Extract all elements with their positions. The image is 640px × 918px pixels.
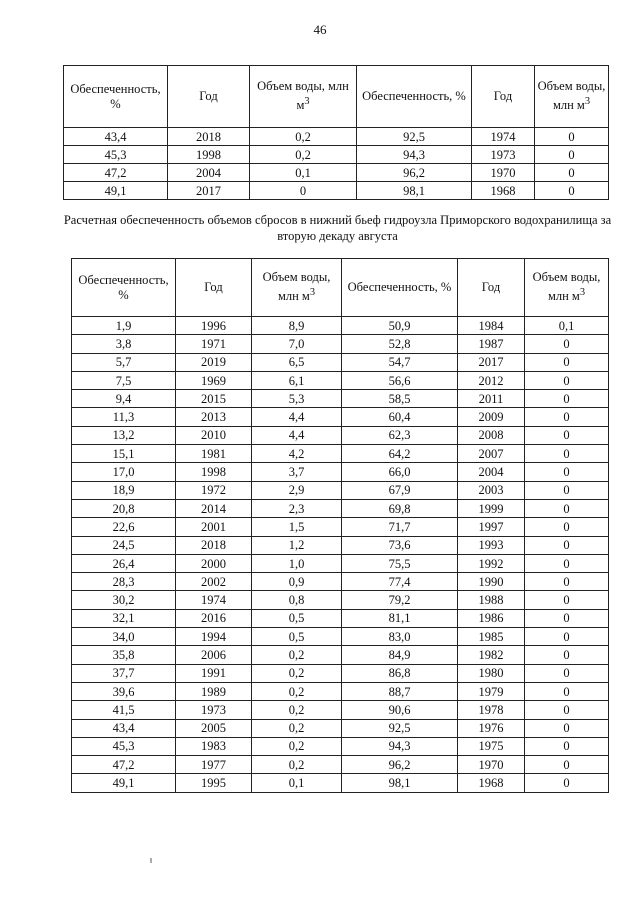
table-cell: 0 <box>525 737 609 755</box>
table-cell: 7,5 <box>72 371 176 389</box>
table-cell: 92,5 <box>342 719 458 737</box>
table-cell: 2016 <box>176 609 252 627</box>
table-cell: 1984 <box>458 317 525 335</box>
table-cell: 98,1 <box>342 774 458 792</box>
table-cell: 0,1 <box>252 774 342 792</box>
table-cell: 0 <box>525 573 609 591</box>
table-cell: 5,3 <box>252 390 342 408</box>
table-cell: 1999 <box>458 499 525 517</box>
col-header-probability: Обеспеченность, % <box>342 259 458 317</box>
table-cell: 54,7 <box>342 353 458 371</box>
table-cell: 24,5 <box>72 536 176 554</box>
table-row <box>72 463 609 481</box>
table-cell: 2013 <box>176 408 252 426</box>
table-cell: 7,0 <box>252 335 342 353</box>
table-cell: 0 <box>525 408 609 426</box>
table-cell: 0 <box>525 518 609 536</box>
table-cell: 43,4 <box>72 719 176 737</box>
table-cell: 1980 <box>458 664 525 682</box>
table-cell: 2009 <box>458 408 525 426</box>
table-cell: 2002 <box>176 573 252 591</box>
table-row <box>64 146 609 164</box>
table-cell: 81,1 <box>342 609 458 627</box>
table-cell: 60,4 <box>342 408 458 426</box>
table-cell: 2012 <box>458 371 525 389</box>
table-cell: 39,6 <box>72 682 176 700</box>
table-cell: 37,7 <box>72 664 176 682</box>
table-cell: 0 <box>525 719 609 737</box>
table-cell: 2,9 <box>252 481 342 499</box>
table-cell: 1998 <box>168 146 250 164</box>
table-cell: 71,7 <box>342 518 458 536</box>
table-cell: 2017 <box>168 182 250 200</box>
table-cell: 2000 <box>176 554 252 572</box>
table-row <box>72 353 609 371</box>
table-row <box>72 390 609 408</box>
table-cell: 1996 <box>176 317 252 335</box>
table-cell: 58,5 <box>342 390 458 408</box>
table-row <box>72 628 609 646</box>
table-row <box>72 701 609 719</box>
table-cell: 66,0 <box>342 463 458 481</box>
table-cell: 1972 <box>176 481 252 499</box>
table-row <box>64 182 609 200</box>
table-cell: 0 <box>535 128 609 146</box>
table-cell: 1992 <box>458 554 525 572</box>
table-cell: 2018 <box>176 536 252 554</box>
table-cell: 73,6 <box>342 536 458 554</box>
table-cell: 0,1 <box>525 317 609 335</box>
page-number: 46 <box>313 22 327 37</box>
table-cell: 1983 <box>176 737 252 755</box>
table-cell: 2,3 <box>252 499 342 517</box>
table-cell: 0 <box>525 591 609 609</box>
table-cell: 6,5 <box>252 353 342 371</box>
table-cell: 1968 <box>472 182 535 200</box>
table-row <box>72 317 609 335</box>
table-cell: 0 <box>525 499 609 517</box>
table-cell: 5,7 <box>72 353 176 371</box>
discharge-table-continued <box>63 65 609 200</box>
table-cell: 2019 <box>176 353 252 371</box>
table-cell: 45,3 <box>72 737 176 755</box>
table-cell: 1995 <box>176 774 252 792</box>
table-row <box>72 408 609 426</box>
table-row <box>72 536 609 554</box>
table-row <box>72 481 609 499</box>
table-cell: 2018 <box>168 128 250 146</box>
table-cell: 1990 <box>458 573 525 591</box>
col-header-volume: Объем воды, млн $м^3$ <box>535 66 609 128</box>
table-cell: 2010 <box>176 426 252 444</box>
table-cell: 1998 <box>176 463 252 481</box>
table-cell: 15,1 <box>72 445 176 463</box>
table-cell: 0 <box>525 390 609 408</box>
table-cell: 0,8 <box>252 591 342 609</box>
table-cell: 0 <box>535 164 609 182</box>
col-header-year: Год <box>472 66 535 128</box>
table-cell: 92,5 <box>357 128 472 146</box>
table-cell: 22,6 <box>72 518 176 536</box>
table-row <box>64 128 609 146</box>
table-cell: 1978 <box>458 701 525 719</box>
table-cell: 1969 <box>176 371 252 389</box>
table-header-row <box>64 66 609 128</box>
table-cell: 79,2 <box>342 591 458 609</box>
col-header-year: Год <box>458 259 525 317</box>
table-row <box>72 426 609 444</box>
table-cell: 1985 <box>458 628 525 646</box>
table-cell: 2004 <box>168 164 250 182</box>
table-cell: 2005 <box>176 719 252 737</box>
table-cell: 6,1 <box>252 371 342 389</box>
table-cell: 0,2 <box>252 701 342 719</box>
table-cell: 0,5 <box>252 628 342 646</box>
col-header-year: Год <box>168 66 250 128</box>
table-cell: 0,2 <box>252 719 342 737</box>
table-cell: 1968 <box>458 774 525 792</box>
table-row <box>64 164 609 182</box>
table-header-row <box>72 259 609 317</box>
table-cell: 52,8 <box>342 335 458 353</box>
table-cell: 32,1 <box>72 609 176 627</box>
table-cell: 1977 <box>176 756 252 774</box>
table-row <box>72 646 609 664</box>
table-cell: 2017 <box>458 353 525 371</box>
table-cell: 98,1 <box>357 182 472 200</box>
scan-mark <box>150 858 152 863</box>
table-cell: 1988 <box>458 591 525 609</box>
table-cell: 0,2 <box>252 646 342 664</box>
table-cell: 0 <box>525 756 609 774</box>
table-cell: 1,0 <box>252 554 342 572</box>
table-cell: 30,2 <box>72 591 176 609</box>
table-cell: 1974 <box>472 128 535 146</box>
table-cell: 4,4 <box>252 426 342 444</box>
table-cell: 0,2 <box>252 756 342 774</box>
table-cell: 0 <box>535 182 609 200</box>
table-cell: 86,8 <box>342 664 458 682</box>
col-header-probability: Обеспеченность, % <box>72 259 176 317</box>
table-cell: 0,2 <box>252 737 342 755</box>
table-cell: 2011 <box>458 390 525 408</box>
table-cell: 0,1 <box>250 164 357 182</box>
table-cell: 0,9 <box>252 573 342 591</box>
table-row <box>72 756 609 774</box>
table-row <box>72 609 609 627</box>
col-header-volume: Объем воды, млн $м^3$ <box>250 66 357 128</box>
table-cell: 0 <box>525 335 609 353</box>
table-cell: 49,1 <box>64 182 168 200</box>
table-cell: 83,0 <box>342 628 458 646</box>
table-cell: 1971 <box>176 335 252 353</box>
table-cell: 0 <box>250 182 357 200</box>
table-cell: 62,3 <box>342 426 458 444</box>
table-cell: 49,1 <box>72 774 176 792</box>
table-cell: 0 <box>525 774 609 792</box>
table-cell: 20,8 <box>72 499 176 517</box>
table-cell: 43,4 <box>64 128 168 146</box>
table-cell: 1991 <box>176 664 252 682</box>
table-cell: 26,4 <box>72 554 176 572</box>
table-cell: 1976 <box>458 719 525 737</box>
table-cell: 0 <box>525 445 609 463</box>
table-cell: 0,5 <box>252 609 342 627</box>
table-cell: 2006 <box>176 646 252 664</box>
table-cell: 1974 <box>176 591 252 609</box>
table-cell: 2003 <box>458 481 525 499</box>
table-cell: 0,2 <box>252 682 342 700</box>
table-cell: 2007 <box>458 445 525 463</box>
table-cell: 47,2 <box>64 164 168 182</box>
table-cell: 50,9 <box>342 317 458 335</box>
table-row <box>72 719 609 737</box>
col-header-probability: Обеспеченность, % <box>357 66 472 128</box>
table-cell: 8,9 <box>252 317 342 335</box>
table-cell: 64,2 <box>342 445 458 463</box>
table-cell: 35,8 <box>72 646 176 664</box>
table-cell: 0 <box>525 481 609 499</box>
table-cell: 0 <box>525 664 609 682</box>
table-cell: 13,2 <box>72 426 176 444</box>
table-cell: 94,3 <box>357 146 472 164</box>
table-cell: 2015 <box>176 390 252 408</box>
table-cell: 0,2 <box>250 128 357 146</box>
table-cell: 47,2 <box>72 756 176 774</box>
table-cell: 1,9 <box>72 317 176 335</box>
discharge-table-august-second-decade <box>71 258 609 793</box>
table-cell: 3,8 <box>72 335 176 353</box>
table-row <box>72 664 609 682</box>
col-header-probability: Обеспеченность, % <box>64 66 168 128</box>
table-cell: 96,2 <box>357 164 472 182</box>
table-cell: 0 <box>535 146 609 164</box>
table-cell: 4,4 <box>252 408 342 426</box>
table-cell: 56,6 <box>342 371 458 389</box>
table-cell: 88,7 <box>342 682 458 700</box>
table-cell: 0 <box>525 628 609 646</box>
table-cell: 0 <box>525 646 609 664</box>
table-cell: 90,6 <box>342 701 458 719</box>
table-cell: 9,4 <box>72 390 176 408</box>
table-cell: 1989 <box>176 682 252 700</box>
table-row <box>72 371 609 389</box>
table-cell: 0 <box>525 371 609 389</box>
table-cell: 0 <box>525 609 609 627</box>
table-row <box>72 682 609 700</box>
table-cell: 67,9 <box>342 481 458 499</box>
table-cell: 1973 <box>176 701 252 719</box>
table-cell: 94,3 <box>342 737 458 755</box>
table-cell: 75,5 <box>342 554 458 572</box>
table-cell: 2008 <box>458 426 525 444</box>
table-cell: 1994 <box>176 628 252 646</box>
table-cell: 41,5 <box>72 701 176 719</box>
table-cell: 0 <box>525 426 609 444</box>
table-cell: 84,9 <box>342 646 458 664</box>
table-cell: 1973 <box>472 146 535 164</box>
table-cell: 69,8 <box>342 499 458 517</box>
table-cell: 0 <box>525 463 609 481</box>
table-cell: 17,0 <box>72 463 176 481</box>
table-cell: 1997 <box>458 518 525 536</box>
table-row <box>72 774 609 792</box>
table-cell: 1970 <box>458 756 525 774</box>
table-cell: 0 <box>525 536 609 554</box>
table-row <box>72 737 609 755</box>
table-cell: 1979 <box>458 682 525 700</box>
table-cell: 45,3 <box>64 146 168 164</box>
table-row <box>72 445 609 463</box>
col-header-volume: Объем воды, млн $м^3$ <box>252 259 342 317</box>
table-cell: 0,2 <box>252 664 342 682</box>
table-cell: 96,2 <box>342 756 458 774</box>
table-cell: 2001 <box>176 518 252 536</box>
table-row <box>72 591 609 609</box>
table-row <box>72 335 609 353</box>
table-row <box>72 573 609 591</box>
table-row <box>72 499 609 517</box>
table-cell: 1993 <box>458 536 525 554</box>
table-cell: 1975 <box>458 737 525 755</box>
table-cell: 34,0 <box>72 628 176 646</box>
table-cell: 1,5 <box>252 518 342 536</box>
table-cell: 0 <box>525 353 609 371</box>
table-row <box>72 518 609 536</box>
table-cell: 1,2 <box>252 536 342 554</box>
col-header-volume: Объем воды, млн $м^3$ <box>525 259 609 317</box>
table-row <box>72 554 609 572</box>
table-cell: 0 <box>525 701 609 719</box>
table-cell: 77,4 <box>342 573 458 591</box>
table-cell: 0,2 <box>250 146 357 164</box>
col-header-year: Год <box>176 259 252 317</box>
table-cell: 11,3 <box>72 408 176 426</box>
table-cell: 1970 <box>472 164 535 182</box>
table-cell: 0 <box>525 554 609 572</box>
table-cell: 1987 <box>458 335 525 353</box>
table-cell: 2014 <box>176 499 252 517</box>
table-cell: 4,2 <box>252 445 342 463</box>
table-caption: Расчетная обеспеченность объемов сбросов в нижний бьеф гидроузла Приморского водохранилища за вторую декаду августа <box>63 213 612 243</box>
table-cell: 28,3 <box>72 573 176 591</box>
table-cell: 3,7 <box>252 463 342 481</box>
table-cell: 1986 <box>458 609 525 627</box>
table-cell: 0 <box>525 682 609 700</box>
table-cell: 1982 <box>458 646 525 664</box>
table-cell: 18,9 <box>72 481 176 499</box>
table-cell: 2004 <box>458 463 525 481</box>
table-cell: 1981 <box>176 445 252 463</box>
